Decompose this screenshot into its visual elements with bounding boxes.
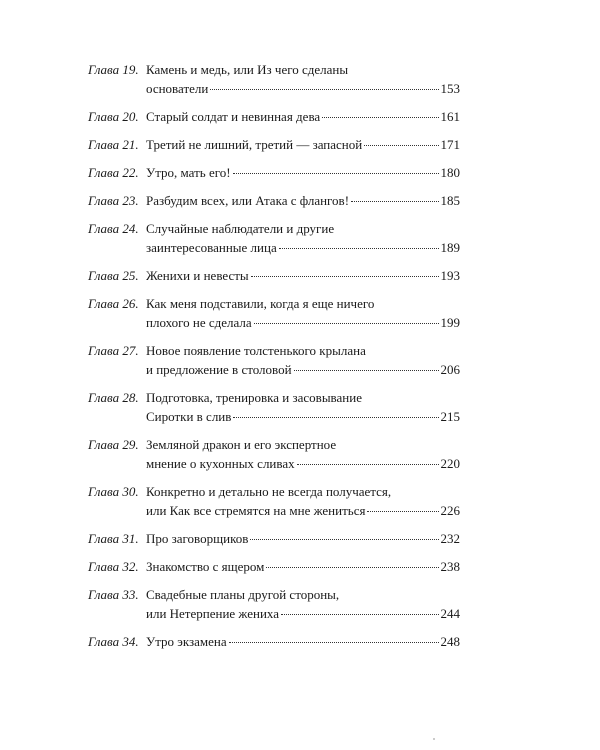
chapter-title-line: Про заговорщиков (146, 531, 249, 546)
toc-entry (88, 294, 460, 332)
dot-leader (297, 464, 439, 465)
chapter-title-block (146, 107, 460, 126)
chapter-number: Глава 19. (88, 62, 139, 77)
chapter-number: Глава 31. (88, 531, 139, 546)
dot-leader (294, 370, 439, 371)
page-number: 180 (440, 165, 460, 180)
page-number: 171 (440, 137, 460, 152)
chapter-title-line: Старый солдат и невинная дева (146, 109, 321, 124)
dot-leader (351, 201, 438, 202)
chapter-title-last-line (146, 79, 460, 98)
chapter-title-line: Камень и медь, или Из чего сделаны (146, 62, 349, 77)
chapter-title-last-line (146, 191, 460, 210)
dot-leader (210, 89, 438, 90)
chapter-title-block (146, 294, 460, 332)
chapter-title-line: Утро экзамена (146, 634, 227, 649)
chapter-title-block (146, 135, 460, 154)
chapter-title-block (146, 585, 460, 623)
chapter-title-block (146, 529, 460, 548)
chapter-title-line: Третий не лишний, третий — запасной (146, 137, 363, 152)
chapter-title-line: Женихи и невесты (146, 268, 249, 283)
chapter-title-line: мнение о кухонных сливах (146, 456, 295, 471)
chapter-title-last-line (146, 360, 460, 379)
chapter-number: Глава 21. (88, 137, 139, 152)
chapter-title-last-line (146, 238, 460, 257)
toc-entry (88, 266, 460, 285)
chapter-title-block (146, 388, 460, 426)
dot-leader (281, 614, 438, 615)
chapter-title-last-line (146, 163, 460, 182)
toc-entry (88, 107, 460, 126)
chapter-number: Глава 34. (88, 634, 139, 649)
toc-entry (88, 191, 460, 210)
toc-entry (88, 60, 460, 98)
page-number: 193 (440, 268, 460, 283)
dot-leader (250, 539, 438, 540)
chapter-title-line: Утро, мать его! (146, 165, 231, 180)
dot-leader (367, 511, 438, 512)
chapter-title-last-line (146, 266, 460, 285)
page-number: 215 (440, 409, 460, 424)
chapter-title-block (146, 482, 460, 520)
chapter-title-line: и предложение в столовой (146, 362, 292, 377)
chapter-number: Глава 27. (88, 343, 139, 358)
toc-entry (88, 632, 460, 651)
page-number: 185 (440, 193, 460, 208)
chapter-title-last-line (146, 135, 460, 154)
chapter-number: Глава 24. (88, 221, 139, 236)
chapter-number: Глава 28. (88, 390, 139, 405)
page-number: 248 (440, 634, 460, 649)
chapter-number: Глава 30. (88, 484, 139, 499)
chapter-title-line: Разбудим всех, или Атака с флангов! (146, 193, 350, 208)
chapter-title-last-line (146, 632, 460, 651)
chapter-title-last-line (146, 454, 460, 473)
chapter-title-line: Сиротки в слив (146, 409, 232, 424)
dot-leader (364, 145, 438, 146)
chapter-title-line: заинтересованные лица (146, 240, 277, 255)
page-speck (433, 738, 435, 740)
page-number: 189 (440, 240, 460, 255)
chapter-title-last-line (146, 313, 460, 332)
dot-leader (229, 642, 439, 643)
dot-leader (266, 567, 438, 568)
chapter-title-last-line (146, 604, 460, 623)
chapter-title-block (146, 191, 460, 210)
chapter-title-last-line (146, 407, 460, 426)
page-number: 161 (440, 109, 460, 124)
toc-entry (88, 557, 460, 576)
dot-leader (322, 117, 438, 118)
page-number: 238 (440, 559, 460, 574)
chapter-number: Глава 26. (88, 296, 139, 311)
dot-leader (279, 248, 439, 249)
chapter-title-line: Знакомство с ящером (146, 559, 265, 574)
dot-leader (251, 276, 439, 277)
chapter-title-block (146, 60, 460, 98)
toc-entry (88, 482, 460, 520)
chapter-title-line: Случайные наблюдатели и другие (146, 221, 335, 236)
chapter-title-block (146, 163, 460, 182)
page-number: 226 (440, 503, 460, 518)
chapter-number: Глава 33. (88, 587, 139, 602)
toc-entry (88, 585, 460, 623)
chapter-title-line: Как меня подставили, когда я еще ничего (146, 296, 375, 311)
chapter-title-block (146, 266, 460, 285)
chapter-title-last-line (146, 557, 460, 576)
toc-entry (88, 219, 460, 257)
dot-leader (254, 323, 439, 324)
chapter-number: Глава 32. (88, 559, 139, 574)
chapter-title-last-line (146, 501, 460, 520)
chapter-title-line: Земляной дракон и его экспертное (146, 437, 337, 452)
dot-leader (233, 173, 439, 174)
chapter-title-line: или Нетерпение жениха (146, 606, 280, 621)
chapter-title-line: основатели (146, 81, 209, 96)
chapter-title-line: Новое появление толстенького крылана (146, 343, 366, 358)
chapter-title-last-line (146, 107, 460, 126)
toc-entry (88, 529, 460, 548)
chapter-number: Глава 22. (88, 165, 139, 180)
chapter-title-line: Свадебные планы другой стороны, (146, 587, 340, 602)
page-number: 199 (440, 315, 460, 330)
chapter-title-block (146, 341, 460, 379)
chapter-title-block (146, 632, 460, 651)
page-number: 232 (440, 531, 460, 546)
page-number: 206 (440, 362, 460, 377)
chapter-title-line: Конкретно и детально не всегда получается, (146, 484, 392, 499)
chapter-number: Глава 20. (88, 109, 139, 124)
toc-entry (88, 341, 460, 379)
chapter-title-line: или Как все стремятся на мне жениться (146, 503, 366, 518)
chapter-number: Глава 25. (88, 268, 139, 283)
chapter-number: Глава 23. (88, 193, 139, 208)
page-number: 153 (440, 81, 460, 96)
toc-entry (88, 163, 460, 182)
chapter-title-line: Подготовка, тренировка и засовывание (146, 390, 362, 405)
chapter-title-line: плохого не сделала (146, 315, 252, 330)
page-number: 220 (440, 456, 460, 471)
chapter-title-last-line (146, 529, 460, 548)
chapter-title-block (146, 435, 460, 473)
chapter-title-block (146, 557, 460, 576)
chapter-title-block (146, 219, 460, 257)
page-number: 244 (440, 606, 460, 621)
toc-entry (88, 388, 460, 426)
chapter-number: Глава 29. (88, 437, 139, 452)
toc-entry (88, 135, 460, 154)
table-of-contents (88, 60, 460, 660)
toc-entry (88, 435, 460, 473)
dot-leader (233, 417, 438, 418)
